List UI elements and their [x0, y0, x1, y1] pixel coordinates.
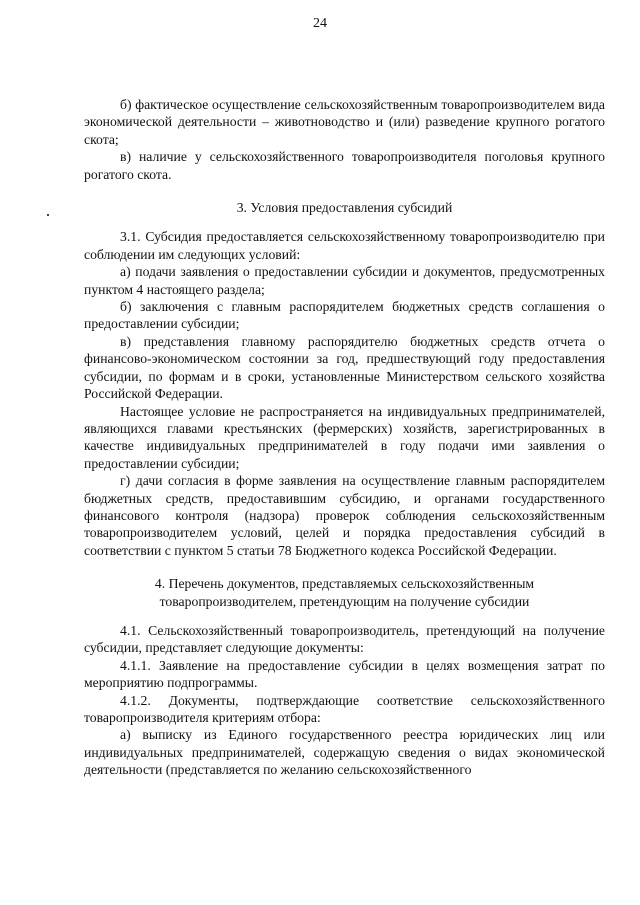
- paragraph-3-1-b: б) заключения с главным распорядителем бюджетных средств соглашения о предоставлении субсидии;: [84, 299, 605, 332]
- section-4-heading-line-1: 4. Перечень документов, представляемых сельскохозяйственным: [154, 576, 535, 592]
- paragraph-4-1: 4.1. Сельскохозяйственный товаропроизводитель, претендующий на получение субсидии, представляет следующие документы:: [84, 622, 605, 656]
- section-4-heading: [84, 575, 605, 610]
- section-3-heading: 3. Условия предоставления субсидий: [236, 200, 453, 216]
- page-number: 24: [313, 16, 327, 31]
- paragraph-3-1-v: в) представления главному распорядителю бюджетных средств отчета о финансово-экономическом состоянии за год, предшествующий году предоставления субсидии, по формам и в сроки, установленные Министерством сельского хозяйства Российской Федерации.: [84, 333, 605, 402]
- spacer: [84, 183, 605, 199]
- paragraph-3-1-a: а) подачи заявления о предоставлении субсидии и документов, предусмотренных пунктом 4 настоящего раздела;: [84, 264, 605, 297]
- paragraph-3-1-g: г) дачи согласия в форме заявления на осуществление главным распорядителем бюджетных средств, предоставившим субсидию, и органами государственного финансового контроля (надзора) проверок соблюдения сельскохозяйственным товаропроизводителем условий, целей и порядка предоставления субсидий в соответствии с пунктом 5 статьи 78 Бюджетного кодекса Российской Федерации.: [84, 473, 605, 558]
- section-4-heading-line-2: товаропроизводителем, претендующим на получение субсидии: [159, 593, 530, 609]
- spacer: [84, 216, 605, 228]
- margin-mark: [47, 214, 49, 216]
- document-body: [84, 96, 605, 779]
- paragraph-criterion-b: б) фактическое осуществление сельскохозяйственным товаропроизводителем вида экономической деятельности – животноводство и (или) разведение крупного рогатого скота;: [84, 97, 605, 147]
- paragraph-3-1-note: Настоящее условие не распространяется на индивидуальных предпринимателей, являющихся главами крестьянских (фермерских) хозяйств, зарегистрированных в качестве индивидуальных предпринимателей в году подачи ими заявления о предоставлении субсидии;: [84, 403, 605, 471]
- spacer: [84, 559, 605, 575]
- spacer: [84, 610, 605, 622]
- paragraph-4-1-1: 4.1.1. Заявление на предоставление субсидии в целях возмещения затрат по мероприятию подпрограммы.: [84, 657, 605, 691]
- paragraph-4-1-2: 4.1.2. Документы, подтверждающие соответствие сельскохозяйственного товаропроизводителя критериям отбора:: [84, 692, 605, 725]
- paragraph-criterion-v: в) наличие у сельскохозяйственного товаропроизводителя поголовья крупного рогатого скота.: [84, 149, 605, 182]
- paragraph-3-1: 3.1. Субсидия предоставляется сельскохозяйственному товаропроизводителю при соблюдении им следующих условий:: [84, 229, 605, 262]
- paragraph-4-1-2-a: а) выписку из Единого государственного реестра юридических лиц или индивидуальных предпринимателей, содержащую сведения о видах экономической деятельности (представляется по желанию сельскохозяйственного: [84, 727, 605, 778]
